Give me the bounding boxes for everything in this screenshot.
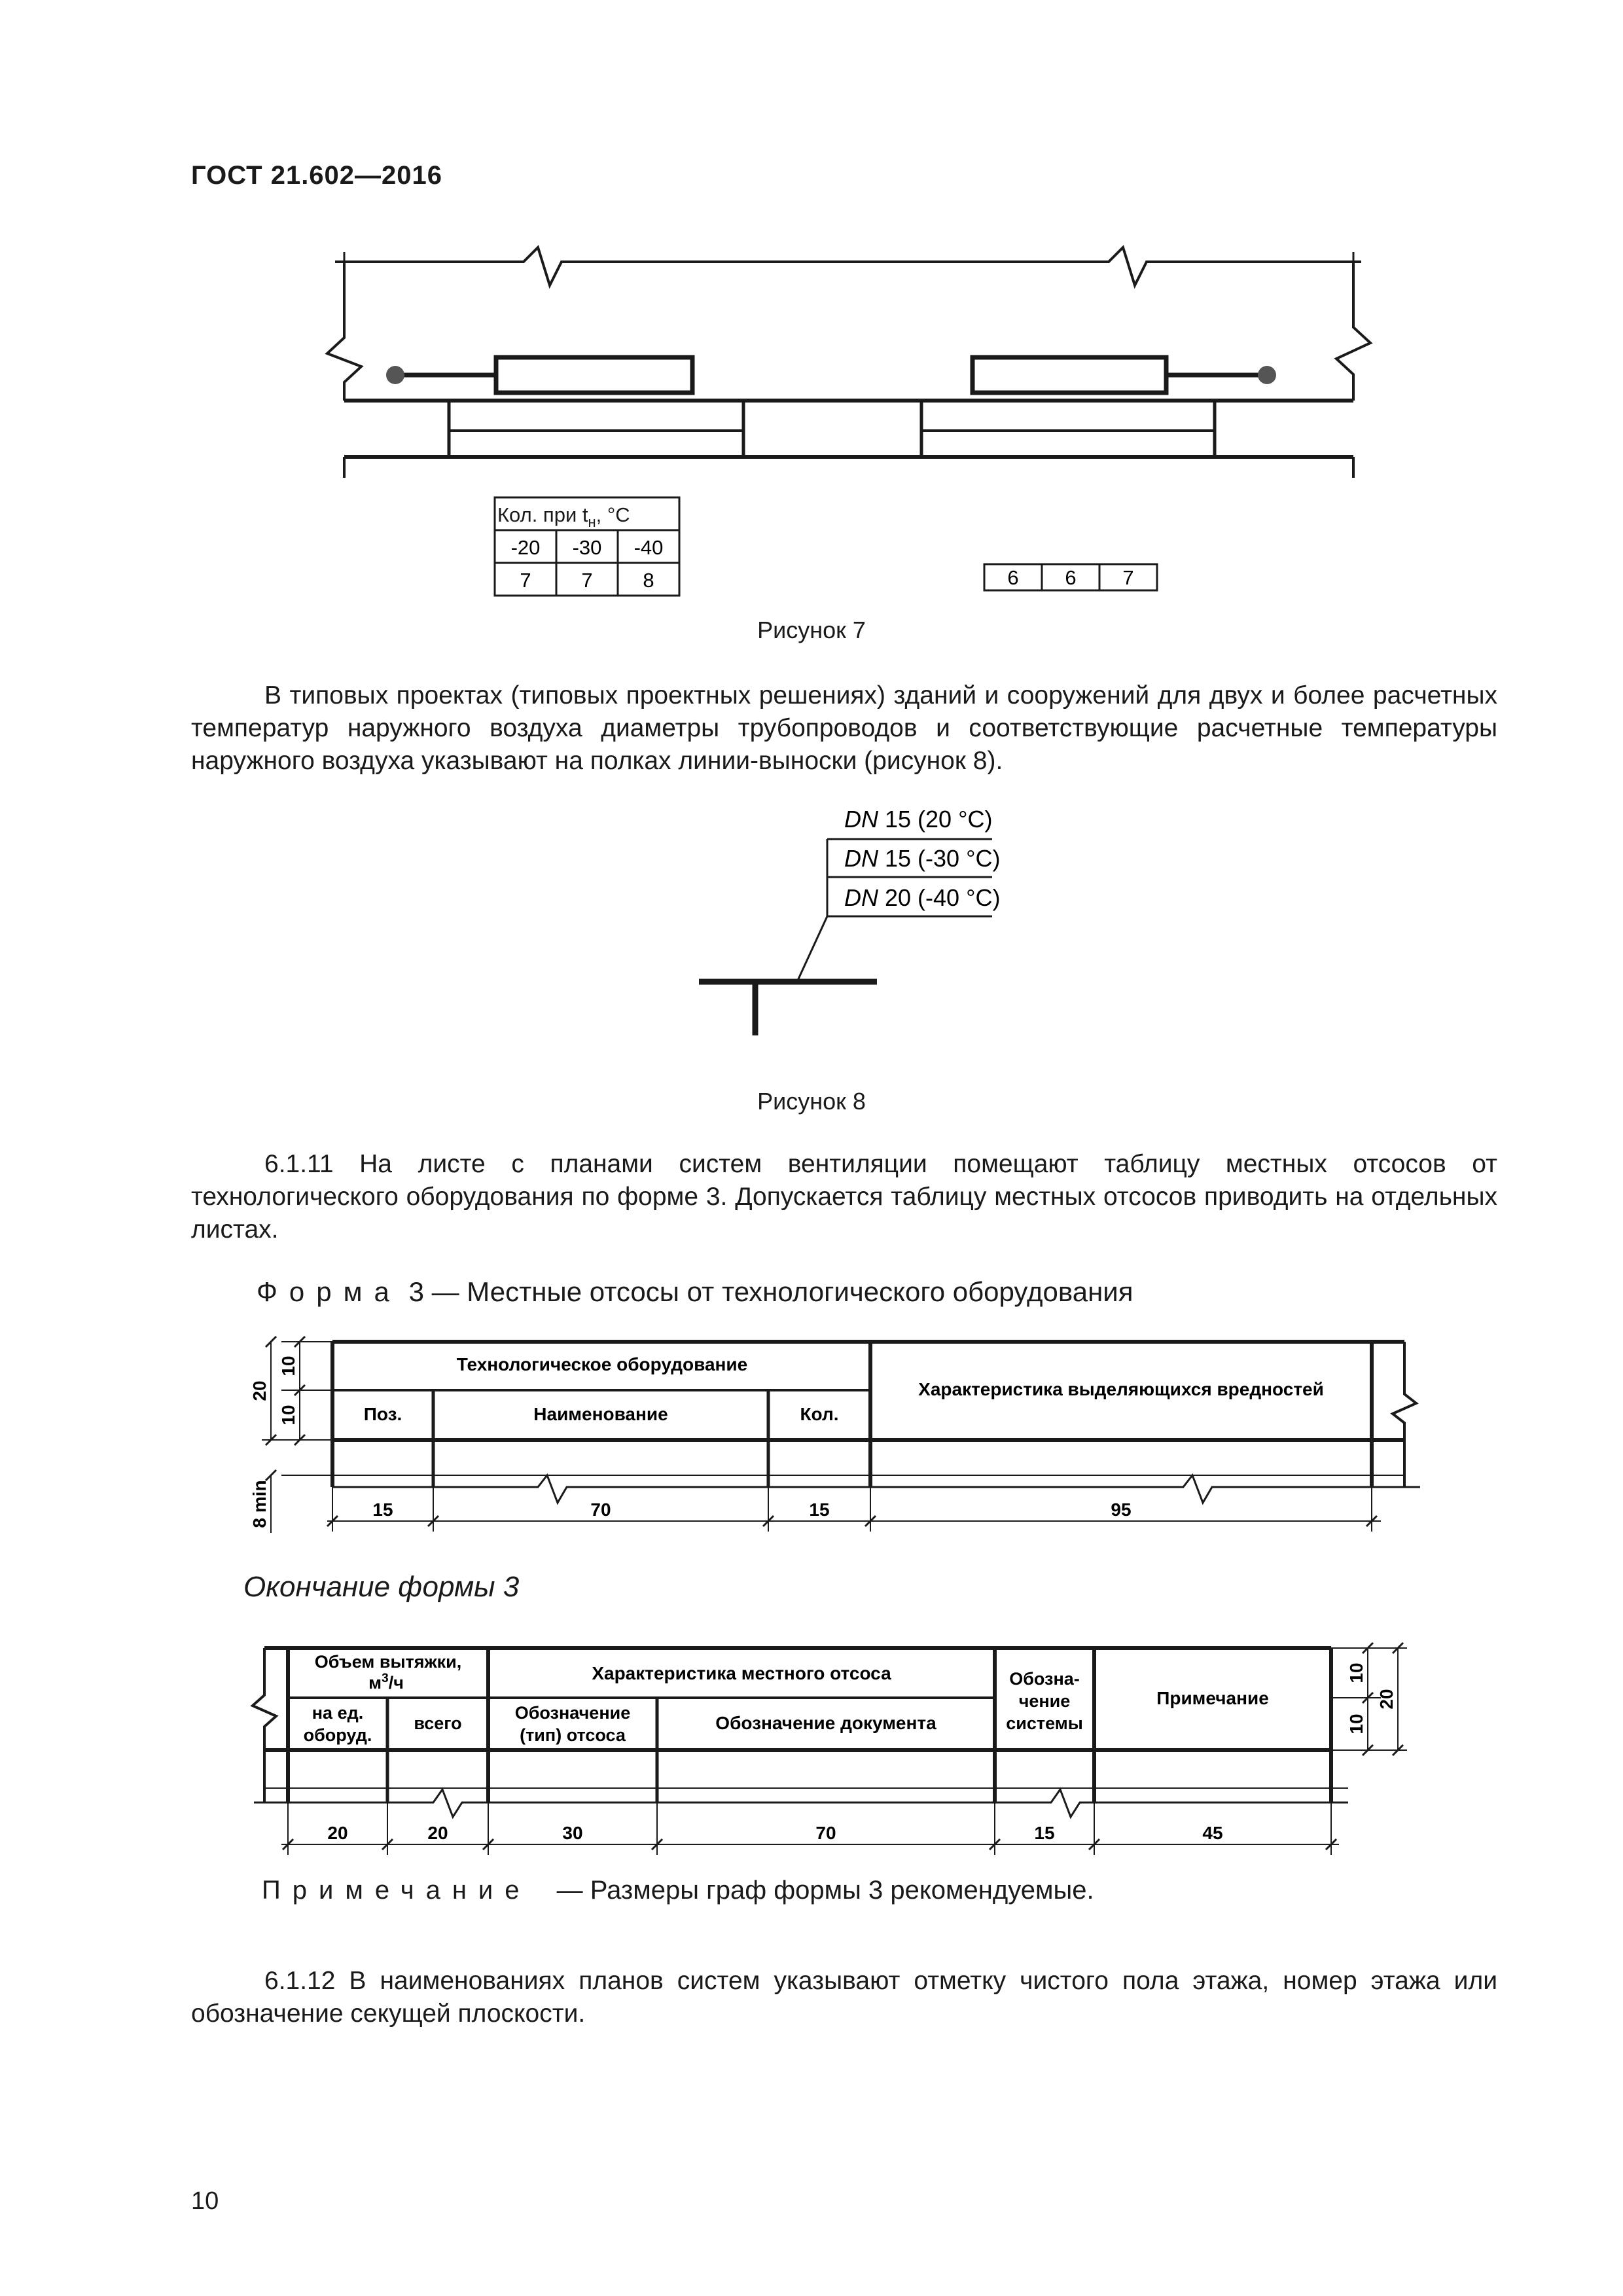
form3-title [257, 1276, 1133, 1308]
fig7-table-title: Кол. при $t_н$, °С [497, 503, 630, 530]
fig7-right-count-3: 7 [1122, 566, 1134, 589]
fig8-label-2: DN 15 (-30 °С) [844, 845, 1001, 872]
form3-end-group-suction: Характеристика местного отсоса [592, 1663, 891, 1683]
form3-side-dim-bottom: 10 [278, 1405, 298, 1426]
form3-end-col-per-unit-2: оборуд. [303, 1725, 372, 1745]
page-number: 10 [191, 2187, 219, 2215]
form3-table-drawing [262, 1342, 1420, 1533]
form3-dim-4: 95 [1111, 1499, 1132, 1520]
form3-end-col-note: Примечание [1156, 1688, 1269, 1708]
form3-side-dim-top: 10 [278, 1355, 298, 1376]
form3-end-dim-3: 30 [562, 1823, 583, 1843]
form3-end-col-system-2: чение [1018, 1691, 1071, 1711]
form3-end-col-per-unit-1: на ед. [312, 1703, 364, 1723]
form3-end-group-volume-2: $м^3/ч$ [368, 1672, 404, 1693]
form3-side-dim-row: 8 min [249, 1480, 270, 1528]
form3-end-dim-5: 15 [1034, 1823, 1055, 1843]
form3-end-col-type-1: Обозначение [514, 1703, 631, 1723]
note [262, 1876, 1094, 1905]
form3-title-rest: 3 — Местные отсосы от технологического оборудования [408, 1276, 1133, 1307]
form3-end-col-type-2: (тип) отсоса [520, 1725, 626, 1745]
fig7-temp-2: -30 [572, 536, 602, 559]
form3-group-header: Технологическое оборудование [456, 1354, 748, 1374]
form3-end-group-volume-1: Объем вытяжки, [314, 1652, 462, 1672]
form3-col-qty: Кол. [800, 1404, 839, 1424]
form3-dim-2: 70 [590, 1499, 611, 1520]
form3-col-name: Наименование [533, 1404, 668, 1424]
form3-end-dim-6: 45 [1202, 1823, 1223, 1843]
form3-end-side-dim-bottom: 10 [1346, 1713, 1366, 1734]
form3-dim-3: 15 [809, 1499, 830, 1520]
fig7-count-3: 8 [643, 569, 654, 592]
form3-dim-1: 15 [372, 1499, 393, 1520]
note-text: — Размеры граф формы 3 рекомендуемые. [556, 1876, 1094, 1905]
form3-end-title: Окончание формы 3 [243, 1571, 520, 1603]
form3-end-side-dim-top: 10 [1346, 1662, 1366, 1683]
fig7-right-count-1: 6 [1007, 566, 1019, 589]
paragraph-2-text: 6.1.11 На листе с планами систем вентиляции помещают таблицу местных отсосов от технологического оборудования по форме 3. Допускается таблицу местных отсосов приводить на отдельных листах. [191, 1150, 1497, 1244]
form3-col-harm: Характеристика выделяющихся вредностей [918, 1379, 1324, 1399]
form3-end-dim-4: 70 [815, 1823, 836, 1843]
paragraph-3-text: 6.1.12 В наименованиях планов систем указывают отметку чистого пола этажа, номер этажа или обозначение секущей плоскости. [191, 1967, 1497, 2028]
paragraph-3 [191, 1965, 1497, 2030]
note-word: Примечание [262, 1876, 531, 1905]
form3-end-col-total: всего [414, 1713, 462, 1733]
form3-end-col-system-1: Обозна- [1009, 1669, 1080, 1689]
figure7-caption: Рисунок 7 [757, 617, 866, 643]
fig7-count-1: 7 [520, 569, 531, 592]
form3-end-col-doc: Обозначение документа [715, 1713, 936, 1733]
form3-end-side-dim-total: 20 [1376, 1689, 1397, 1710]
paragraph-1-text: В типовых проектах (типовых проектных решениях) зданий и сооружений для двух и более расчетных температур наружного воздуха диаметры трубопроводов и соответствующие расчетные температуры наружного воздуха указывают на полках линии-выноски (рисунок 8). [191, 681, 1497, 775]
fig7-temp-1: -20 [510, 536, 541, 559]
fig7-right-count-2: 6 [1065, 566, 1077, 589]
fig7-count-2: 7 [581, 569, 593, 592]
form3-col-pos: Поз. [363, 1404, 402, 1424]
form3-title-word: Форма [257, 1276, 401, 1307]
fig7-temp-3: -40 [633, 536, 664, 559]
document-header: ГОСТ 21.602—2016 [191, 161, 443, 190]
paragraph-2 [191, 1148, 1497, 1246]
fig8-label-1: DN 15 (20 °С) [844, 806, 993, 833]
figure7-drawing [327, 247, 1370, 596]
fig8-label-3: DN 20 (-40 °С) [844, 884, 1001, 911]
form3-side-dim-total: 20 [249, 1380, 270, 1401]
paragraph-1 [191, 679, 1497, 778]
form3-end-dim-2: 20 [427, 1823, 448, 1843]
form3-end-col-system-3: системы [1006, 1713, 1083, 1733]
form3-end-dim-1: 20 [327, 1823, 348, 1843]
figure8-caption: Рисунок 8 [757, 1088, 866, 1115]
